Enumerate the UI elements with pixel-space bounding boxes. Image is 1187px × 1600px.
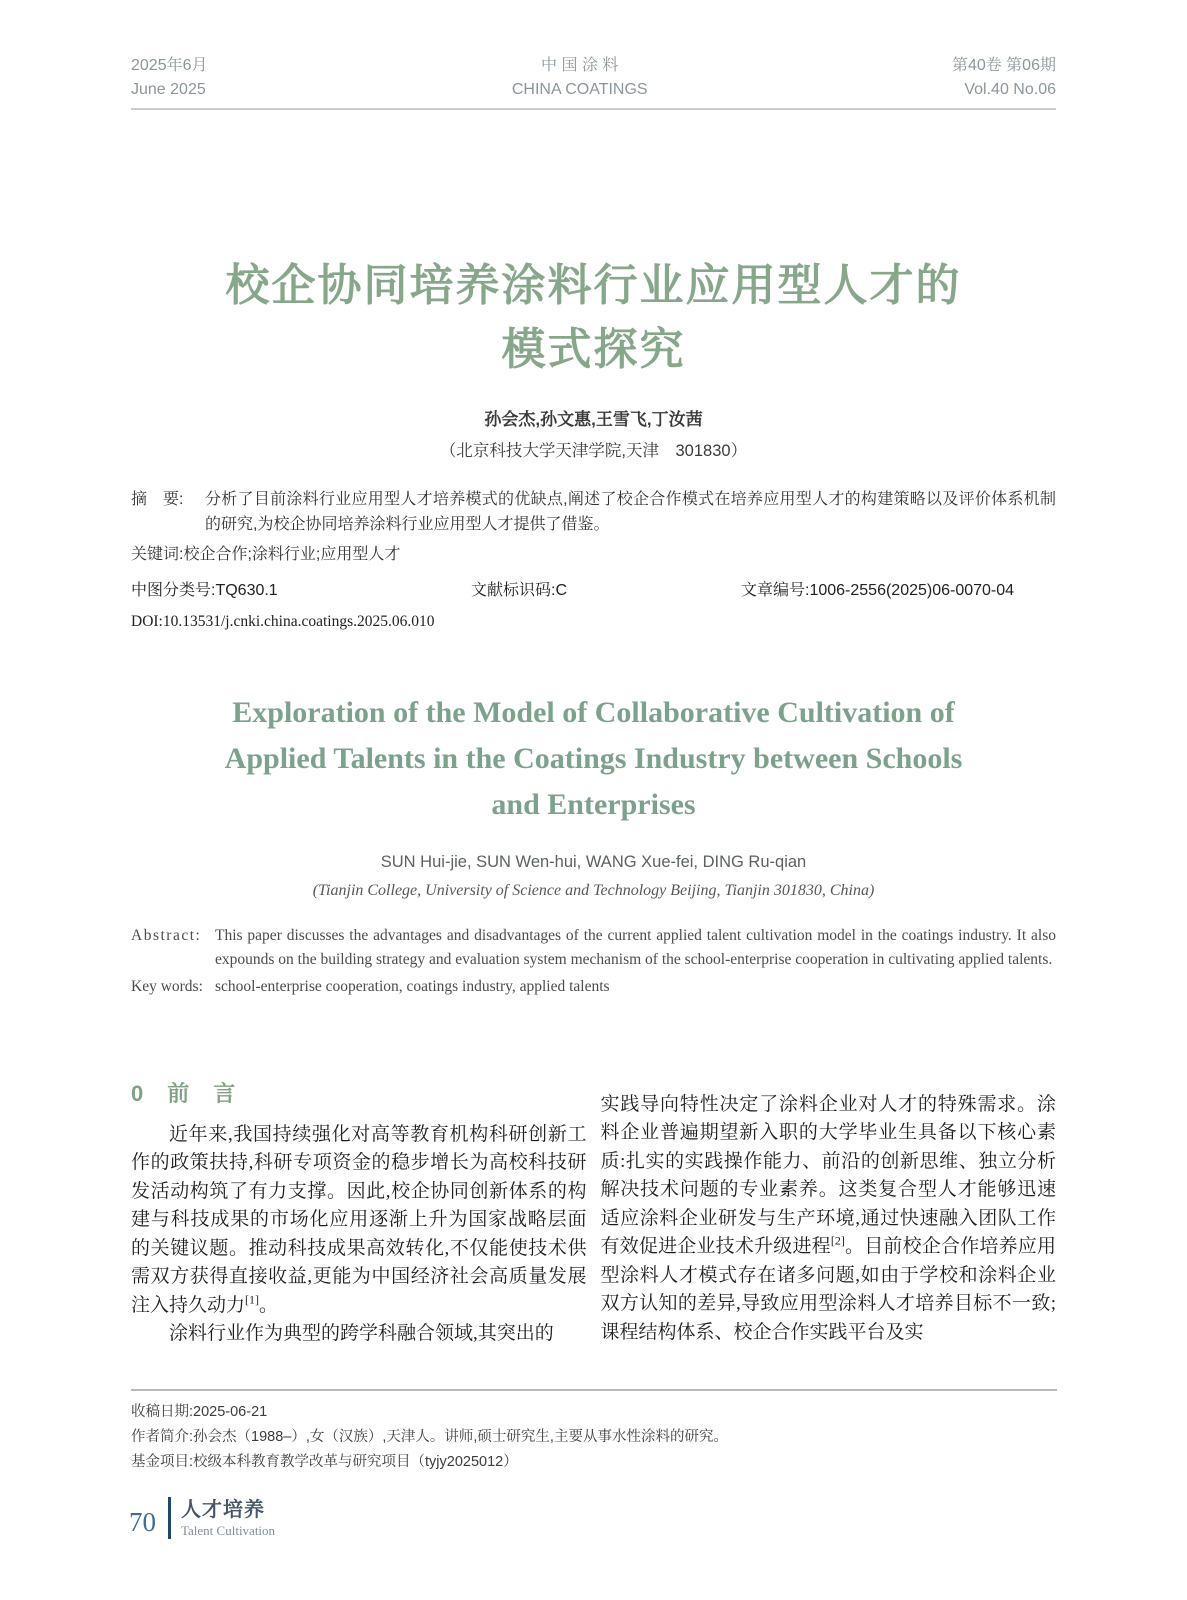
paragraph: 涂料行业作为典型的跨学科融合领域,其突出的	[169, 1323, 554, 1344]
running-head-issue	[952, 54, 1056, 102]
affiliation-en: (Tianjin College, University of Science and Technology Beijing, Tianjin 301830, China)	[312, 882, 875, 899]
date-cn: 2025年6月	[131, 57, 208, 74]
page-number: 70	[129, 1506, 156, 1537]
fund-project: 基金项目:校级本科教育教学改革与研究项目（tyjy2025012）	[131, 1454, 518, 1470]
keywords-en	[131, 975, 1056, 999]
reference-mark-2: [2]	[830, 1233, 845, 1248]
issue-cn: 第40卷 第06期	[951, 57, 1056, 74]
abstract-cn	[131, 487, 1056, 537]
paragraph-text: 。	[259, 1294, 279, 1316]
article-title-en	[131, 690, 1056, 828]
keywords-en-label: Key words:	[131, 978, 203, 995]
article-title-en-line1: Exploration of the Model of Collaborative Cultivation of	[232, 696, 955, 729]
article-title-cn-line2: 模式探究	[501, 325, 686, 374]
issue-en: Vol.40 No.06	[964, 81, 1056, 98]
article-title-cn	[131, 254, 1056, 382]
journal-name-cn: 中 国 涂 料	[541, 57, 619, 74]
footer-divider-bar	[168, 1497, 171, 1539]
body-column-right	[601, 1077, 1057, 1349]
abstract-en-label: Abstract:	[131, 927, 202, 944]
keywords-cn-text: 校企合作;涂料行业;应用型人才	[183, 546, 401, 563]
classification-row	[131, 578, 1056, 603]
abstract-cn-label: 摘 要:	[131, 491, 184, 508]
keywords-cn	[131, 542, 1056, 567]
authors-cn: 孙会杰,孙文惠,王雪飞,丁汝茜	[484, 410, 703, 429]
clc-number: 中图分类号:TQ630.1	[131, 582, 278, 599]
reference-mark-1: [1]	[245, 1292, 260, 1307]
abstract-en	[131, 924, 1056, 971]
page-footer	[129, 1497, 275, 1539]
abstract-cn-text: 分析了目前涂料行业应用型人才培养模式的优缺点,阐述了校企合作模式在培养应用型人才的构建策略以及评价体系机制的研究,为校企协同培养涂料行业应用型人才提供了借鉴。	[205, 491, 1056, 533]
running-head-date	[131, 54, 208, 102]
journal-name-en: CHINA COATINGS	[511, 81, 648, 98]
body-column-left	[131, 1077, 587, 1349]
footnote-block	[131, 1389, 1057, 1475]
article-id: 文章编号:1006-2556(2025)06-0070-04	[741, 582, 1015, 599]
doi: DOI:10.13531/j.cnki.china.coatings.2025.06.010	[131, 613, 435, 630]
date-en: June 2025	[131, 81, 206, 98]
article-title-en-line2: Applied Talents in the Coatings Industry between Schools	[224, 742, 963, 775]
article-title-cn-line1: 校企协同培养涂料行业应用型人才的	[225, 261, 962, 310]
authors-en: SUN Hui-jie, SUN Wen-hui, WANG Xue-fei, DING Ru-qian	[380, 853, 807, 871]
paragraph	[131, 1121, 587, 1321]
article-body	[131, 1077, 1056, 1349]
column-section-en: Talent Cultivation	[181, 1522, 276, 1538]
document-code: 文献标识码:C	[471, 582, 568, 599]
paragraph-text: 。目前校企合作培养应用型涂料人才模式存在诸多问题,如由于学校和涂料企业双方认知的差异,导致应用型涂料人才培养目标不一致;课程结构体系、校企合作实践平台及实	[600, 1236, 1056, 1343]
paragraph	[601, 1091, 1057, 1348]
affiliation-cn: （北京科技大学天津学院,天津 301830）	[439, 442, 748, 460]
running-head-journal	[512, 54, 648, 102]
keywords-cn-label: 关键词:	[131, 546, 184, 563]
article-title-en-line3: and Enterprises	[491, 788, 696, 821]
author-bio: 作者简介:孙会杰（1988–）,女（汉族）,天津人。讲师,硕士研究生,主要从事水性涂料的研究。	[131, 1429, 728, 1445]
running-head	[131, 0, 1056, 110]
keywords-en-text: school-enterprise cooperation, coatings industry, applied talents	[215, 978, 610, 995]
paragraph-text: 实践导向特性决定了涂料企业对人才的特殊需求。涂料企业普遍期望新入职的大学毕业生具备以下核心素质:扎实的实践操作能力、前沿的创新思维、独立分析解决技术问题的专业素养。这类复合型人才能够迅速适应涂料企业研发与生产环境,通过快速融入团队工作有效促进企业技术升级进程	[600, 1093, 1056, 1257]
paragraph-text: 近年来,我国持续强化对高等教育机构科研创新工作的政策扶持,科研专项资金的稳步增长为高校科技研发活动构筑了有力支撑。因此,校企协同创新体系的构建与科技成果的市场化应用逐渐上升为国家战略层面的关键议题。推动科技成果高效转化,不仅能使技术供需双方获得直接收益,更能为中国经济社会高质量发展注入持久动力	[131, 1123, 587, 1316]
column-section-cn: 人才培养	[181, 1498, 265, 1521]
abstract-en-text: This paper discusses the advantages and disadvantages of the current applied talent cultivation model in the coatings industry. It also expounds on the building strategy and evaluation system mechanism of the school-enterprise cooperation in cultivating applied talents.	[215, 927, 1056, 968]
section-heading-0: 0 前 言	[131, 1080, 237, 1106]
received-date: 收稿日期:2025-06-21	[131, 1404, 268, 1420]
